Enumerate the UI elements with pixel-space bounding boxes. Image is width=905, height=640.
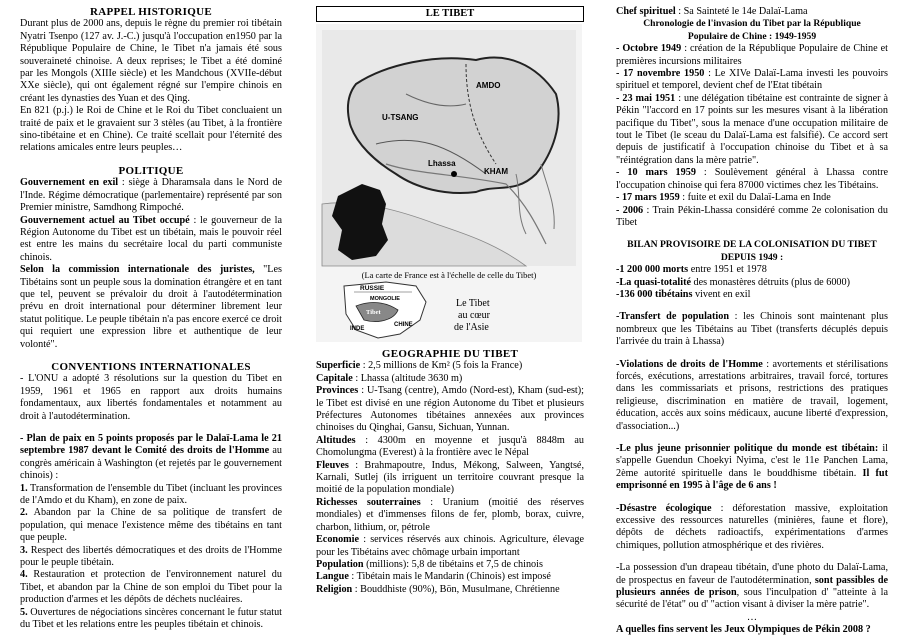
- geo-row-label: Capitale: [316, 372, 353, 384]
- geo-row-label: Langue: [316, 571, 349, 583]
- prisonnier-bold: Il fut emprisonné en 1995 à l'âge de 6 ans !: [616, 467, 888, 492]
- plan-point-number: 5.: [20, 606, 28, 618]
- geo-row-label: Richesses souterraines: [316, 496, 421, 508]
- geo-row-text: : Tibétain mais le Mandarin (Chinois) est imposé: [348, 571, 551, 583]
- inset-caption-1: Le Tibet: [456, 298, 490, 309]
- bilan-item: [616, 264, 888, 276]
- plan-point: [20, 607, 282, 632]
- geo-row-text: : U-Tsang (centre), Amdo (Nord-est), Kham (sud-est); le Tibet est divisé en une région Autonome du Tibet et plusieurs Préfectures Autonomes tibétaines annexées aux provinces chinoises du Qinghai, Gansu, Sichuan, Yunnan.: [316, 385, 584, 434]
- label-kham: KHAM: [484, 167, 508, 176]
- geo-row-text: : Uranium (moitié des réserves mondiales) et d'immenses filons de fer, plomb, borax, cuivre, charbon, lithium, or, pétrole: [316, 496, 584, 533]
- plan-intro-bold: - Plan de paix en 5 points proposés par le Dalaï-Lama le 21 septembre 1987 devant le Comité des droits de l'Homme: [20, 433, 282, 457]
- chrono-text: : fuite et exil du Dalaï-Lama en Inde: [679, 192, 831, 204]
- chrono-item: [616, 205, 888, 230]
- bilan-bold: -La quasi-totalité: [616, 276, 691, 288]
- geo-row: [316, 497, 584, 534]
- violations-paragraph: [616, 359, 888, 433]
- chrono-text: : Train Pékin-Lhassa considéré comme 2e colonisation du Tibet: [616, 204, 888, 228]
- chrono-text: : Le XIVe Dalaï-Lama investi les pouvoirs spirituel et temporel, devient chef de l'Etat tibétain: [616, 68, 889, 92]
- map-title: LE TIBET: [316, 6, 584, 22]
- geo-row-label: Economie: [316, 534, 360, 546]
- drapeau-paragraph: [616, 562, 888, 612]
- conventions-title: CONVENTIONS INTERNATIONALES: [51, 360, 251, 373]
- ellipsis: …: [746, 611, 758, 623]
- exil-label: Gouvernement en exil: [20, 177, 119, 189]
- conventions-text: - L'ONU a adopté 3 résolutions sur la question du Tibet en 1959, 1961 et 1965 en rapport aux droits humains fondamentaux, aux libertés fondamentales et notamment au droit à l'autodétermination.: [20, 373, 282, 422]
- geo-row-text: : 4300m en moyenne et jusqu'à 8848m au Chomolungma (Everest) à la frontière avec le Népal: [316, 434, 584, 459]
- closing-question: A quelles fins servent les Jeux Olympiques de Pékin 2008 ?: [616, 624, 871, 636]
- prisonnier-label: -Le plus jeune prisonnier politique du monde est tibétain:: [616, 443, 879, 454]
- geo-row-text: : Bouddhiste (90%), Bön, Musulmane, Chrétienne: [352, 583, 560, 595]
- label-tibet: Tibet: [366, 309, 381, 316]
- violations-text: : avortements et stérilisations forcés, exécutions, arrestations arbitraires, travail forcé, tortures dans les commissariats et prisons, restrictions des pratiques religieuse, discrimination en matière de travail, logement, éducation, accès aux soins médicaux, aucune liberté d'expression, d'association...): [616, 358, 888, 432]
- prisonnier-text: il s'appelle Guendun Choekyi Nyima, c'est le 11e Panchen Lama, 2ème autorité spirituelle dans le bouddhisme tibétain.: [616, 443, 888, 479]
- plan-point: [20, 569, 282, 606]
- bilan-bold: -136 000 tibétains: [616, 288, 693, 300]
- geo-row-label: Population: [316, 558, 364, 570]
- rappel-traite: En 821 (p.j.) le Roi de Chine et le Roi du Tibet concluaient un traité de paix et le gravaient sur 3 stèles (au Tibet, à la frontière sino-tibétaine et en Chine). Ce traité scellait pour l'éternité des relations amicales entre leurs peuples…: [20, 105, 282, 154]
- geo-row: [316, 584, 584, 596]
- desastre-label: -Désastre écologique: [616, 502, 712, 514]
- geo-row: [316, 571, 584, 583]
- commission-label: Selon la commission internationale des juristes,: [20, 264, 255, 276]
- chrono-date: - 2006: [616, 204, 644, 216]
- chrono-date: - 10 mars 1959: [616, 167, 696, 179]
- chrono-date: - 23 mai 1951: [616, 92, 676, 104]
- geo-row: [316, 559, 584, 571]
- commission-text: "Les Tibétains sont un peuple sous la domination étrangère et en tant que tel, peuvent se prévaloir du droit à l'autodétermination prévu en droit international pour déterminer librement leur statut politique. Le peuple tibétain n'a pas encore exercé ce droit qui requiert une expression libre et authentique de leur volonté".: [20, 264, 282, 350]
- chrono-item: [616, 167, 888, 192]
- chrono-text: : une délégation tibétaine est contrainte de signer à Pékin "l'accord en 17 points sur les mesures visant à la libération pacifique du Tibet", sous la menace d'une occupation militaire de tout le Tibet (le sceau du Dalaï-Lama est falsifié). Ce accord sert depuis de justificatif à l'occupation chinoise du Tibet et à sa "réintégration dans la mère patrie".: [616, 92, 888, 166]
- plan-point: [20, 483, 282, 508]
- transfert-paragraph: [616, 311, 888, 348]
- transfert-text: : les Chinois sont maintenant plus nombreux que les Tibétains au Tibet (transferts décuplés depuis l'arrivée du train à Lhassa): [616, 311, 888, 348]
- inset-caption-2: au cœur: [458, 310, 490, 321]
- chrono-date: - 17 novembre 1950: [616, 68, 705, 80]
- bilan-item: [616, 289, 888, 301]
- politique-exil: [20, 177, 282, 214]
- plan-point-text: Restauration et protection de l'environnement naturel du Tibet, et abandon par la Chine de son emploi du Tibet pour la production d'armes et les dépôts de déchets nucléaires.: [20, 569, 282, 606]
- plan-point-number: 4.: [20, 569, 28, 581]
- geo-row-text: (millions): 5,8 de tibétains et 7,5 de chinois: [363, 558, 543, 570]
- plan-point-number: 3.: [20, 544, 28, 556]
- exil-text: : siège à Dharamsala dans le Nord de l'Inde. Régime démocratique (parlementaire) représenté par son Premier ministre, Samdhong Rimpoché.: [20, 177, 283, 214]
- plan-point-text: Transformation de l'ensemble du Tibet (incluant les provinces de l'Amdo et du Kham), en zone de paix.: [20, 482, 282, 507]
- chef-label: Chef spirituel: [616, 6, 676, 17]
- plan-point-text: Ouvertures de négociations sincères concernant le futur statut du Tibet et les relations entre les peuples tibétain et chinois.: [20, 606, 282, 631]
- label-lhassa: Lhassa: [428, 159, 456, 168]
- column-middle: [316, 6, 584, 596]
- plan-point-number: 2.: [20, 507, 28, 519]
- geo-row: [316, 534, 584, 559]
- politique-commission: [20, 264, 282, 351]
- column-right: [616, 6, 888, 637]
- geo-row-text: : services réservés aux chinois. Agriculture, élevage pour les Tibétains avec chômage urbain important: [316, 534, 584, 558]
- geo-row: [316, 360, 584, 372]
- chrono-item: [616, 93, 888, 167]
- chronology-list: [616, 43, 888, 229]
- geo-row-text: : Brahmapoutre, Indus, Mékong, Salween, Yangtsé, Karnali, Sutlej (ils irriguent un territoire couvrant presque la moitié de la population mondiale): [316, 459, 584, 496]
- bilan-title: BILAN PROVISOIRE DE LA COLONISATION DU TIBET DEPUIS 1949 :: [627, 239, 877, 263]
- geo-row: [316, 373, 584, 385]
- drapeau-text-2: , sous l'inculpation d' "atteinte à la sécurité de l'état" ou d' "action visant à diviser la mère patrie".: [616, 587, 888, 611]
- label-inde: INDE: [350, 326, 365, 332]
- bilan-text: entre 1951 et 1978: [688, 264, 767, 276]
- geo-row-text: : Lhassa (altitude 3630 m): [352, 372, 463, 384]
- chrono-text: : création de la République Populaire de Chine et premières incursions militaires: [616, 43, 888, 67]
- plan-point-number: 1.: [20, 482, 28, 494]
- plan-point: [20, 507, 282, 544]
- plan-points-list: [20, 483, 282, 632]
- geo-row-label: Religion: [316, 583, 353, 595]
- label-chine: CHINE: [394, 322, 413, 328]
- bilan-list: [616, 264, 888, 301]
- plan-intro-rest: au congrès américain à Washington (et rejetés par le gouvernement chinois) :: [20, 445, 283, 482]
- rappel-title: RAPPEL HISTORIQUE: [90, 6, 212, 18]
- geo-list: [316, 360, 584, 596]
- desastre-text: : déforestation massive, exploitation excessive des ressources naturelles (minières, faune et flore), dépôts de déchets radioactifs, expérimentations d'armes chimiques, pollution atmosphérique et des rivières.: [616, 502, 888, 551]
- tibet-map-figure: [316, 24, 582, 342]
- chrono-date: - Octobre 1949: [616, 43, 682, 55]
- violations-label: -Violations de droits de l'Homme: [616, 358, 763, 370]
- label-utsang: U-TSANG: [382, 113, 419, 122]
- column-left: [20, 6, 282, 632]
- rappel-text: Durant plus de 2000 ans, depuis le règne du premier roi tibétain Nyatri Tsenpo (127 av. J.-C.) jusqu'à l'occupation en1950 par la République Populaire de Chine, le Tibet n'a jamais été sous souveraineté chinoise. A deux reprises; le Tibet a été dominé par les Mongols (XIIIe siècle) et les Mandchous (XVIIe-début XXe siècle), qui ont également régné sur l'empire chinois en créant les dynasties des Yuan et des Qing.: [20, 18, 282, 104]
- geo-title: GEOGRAPHIE DU TIBET: [381, 348, 519, 360]
- drapeau-bold: sont passibles de plusieurs années de prison: [616, 574, 889, 599]
- chrono-item: [616, 43, 888, 68]
- actuel-text: : le gouverneur de la Région Autonome du Tibet est un tibétain, mais le pouvoir réel est entre les mains du secrétaire local du parti communiste chinois.: [20, 214, 283, 263]
- actuel-label: Gouvernement actuel au Tibet occupé: [20, 214, 190, 226]
- chrono-date: - 17 mars 1959: [616, 192, 680, 204]
- bilan-bold: -1 200 000 morts: [616, 264, 689, 276]
- chef-spirituel: [616, 6, 888, 18]
- label-russie: RUSSIE: [360, 285, 385, 292]
- transfert-label: -Transfert de population: [616, 311, 729, 323]
- bilan-item: [616, 277, 888, 289]
- chrono-item: [616, 68, 888, 93]
- bilan-text: vivent en exil: [692, 288, 751, 300]
- label-amdo: AMDO: [476, 81, 501, 90]
- geo-row: [316, 385, 584, 435]
- bilan-text: des monastères détruits (plus de 6000): [691, 276, 851, 288]
- geo-row: [316, 460, 584, 497]
- chrono-item: [616, 192, 888, 204]
- france-silhouette: [332, 184, 388, 260]
- plan-point-text: Abandon par la Chine de sa politique de transfert de population, qui menace l'existence même des tibétains en tant que peuple.: [20, 507, 282, 544]
- chrono-title-2: Populaire de Chine : 1949-1959: [687, 30, 817, 42]
- geo-row-label: Altitudes: [316, 434, 356, 446]
- chrono-text: : Soulèvement général à Lhassa contre l'occupation chinoise qui fera 87000 victimes chez les Tibétains.: [616, 167, 889, 191]
- map-caption: (La carte de France est à l'échelle de celle du Tibet): [361, 270, 537, 280]
- label-mongolie: MONGOLIE: [370, 296, 400, 302]
- desastre-paragraph: [616, 503, 888, 553]
- politique-title: POLITIQUE: [118, 164, 184, 177]
- geo-row: [316, 435, 584, 460]
- geo-row-label: Fleuves: [316, 459, 349, 471]
- geo-row-text: : 2,5 millions de Km² (5 fois la France): [360, 360, 523, 372]
- geo-row-label: Provinces: [316, 385, 359, 397]
- plan-point: [20, 545, 282, 570]
- tibet-map-svg: [316, 24, 582, 342]
- geo-row-label: Superficie: [316, 360, 361, 372]
- politique-actuel: [20, 215, 282, 265]
- lhassa-marker: [451, 171, 457, 177]
- plan-point-text: Respect des libertés démocratiques et des droits de l'Homme pour le peuple tibétain.: [20, 544, 282, 569]
- chef-text: : Sa Sainteté le 14e Dalaï-Lama: [675, 6, 808, 17]
- prisonnier-paragraph: [616, 443, 888, 493]
- inset-caption-3: de l'Asie: [454, 322, 489, 333]
- chrono-title-1: Chronologie de l'invasion du Tibet par la République: [643, 18, 861, 30]
- drapeau-text-1: -La possession d'un drapeau tibétain, d'une photo du Dalaï-Lama, de prospectus en faveur de l'autodétermination,: [616, 562, 888, 586]
- plan-intro: [20, 433, 282, 483]
